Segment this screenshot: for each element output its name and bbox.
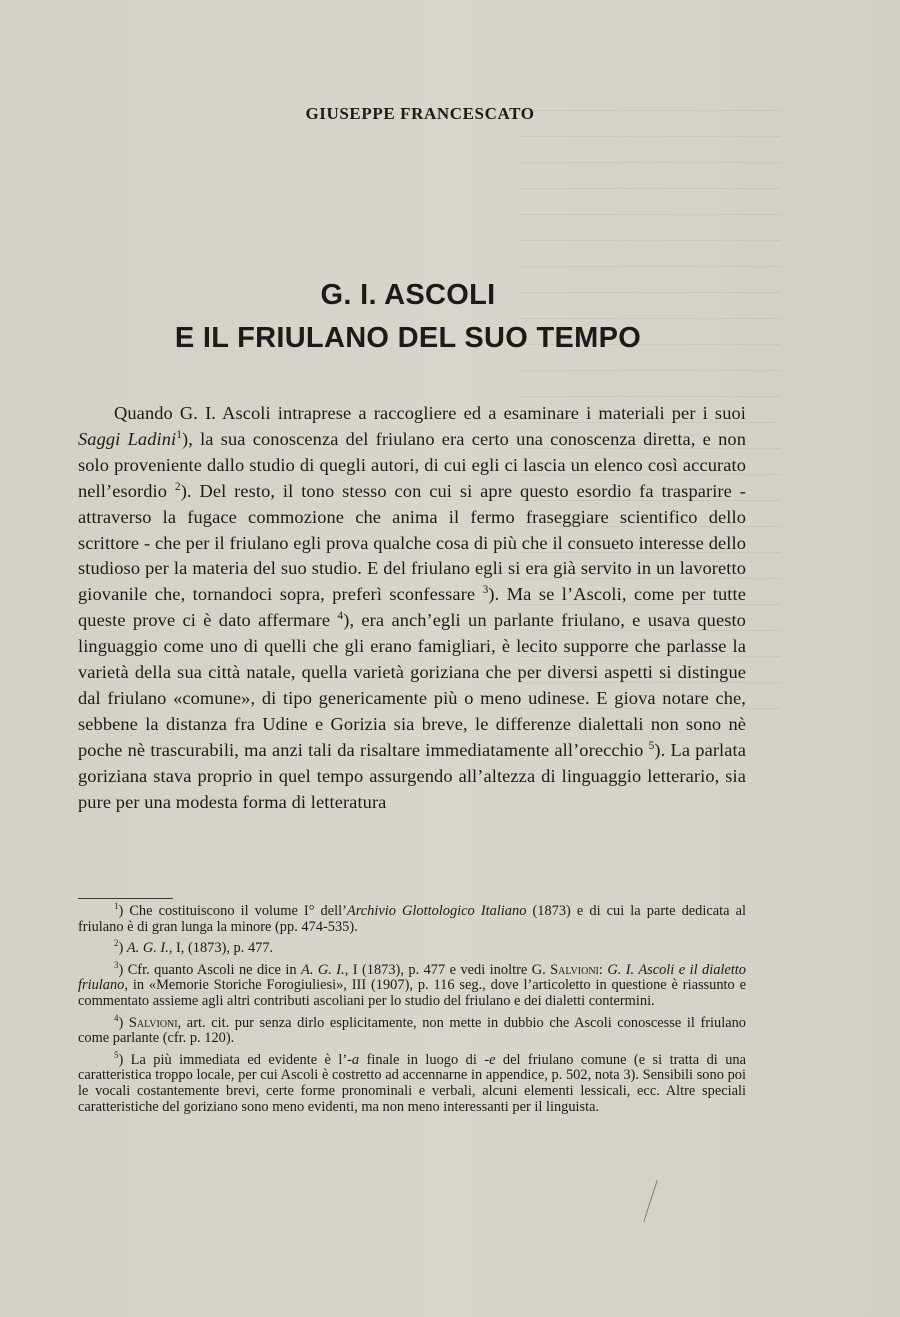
- italic-title: A. G. I.: [301, 961, 345, 978]
- text-run: , I (1873), p. 477 e vedi inoltre G.: [344, 961, 551, 978]
- text-run: ): [118, 940, 127, 957]
- footnote-number: 1: [114, 901, 119, 912]
- footnote-1: [78, 901, 746, 935]
- text-run: ). Ma se l’Ascoli, come per tutte queste prove ci è dato affermare: [78, 584, 746, 631]
- text-run: ) Cfr. quanto Ascoli ne dice in: [118, 961, 302, 978]
- text-run: , art. cit. pur senza dirlo esplicitamente, non mette in dubbio che Ascoli conoscesse il friulano come parlante (cfr. p. 120).: [78, 1014, 746, 1047]
- text-run: ): [118, 1014, 129, 1031]
- text-run: ), era anch’egli un parlante friulano, e usava questo linguaggio come uno di quelli che gli erano famigliari, è lecito supporre che parlasse la varietà della sua città natale, quella varietà goriziana che per diversi aspetti si distingue dal friulano «comune», di tipo genericamente più o meno udinese. E giova notare che, sebbene la distanza fra Udine e Gorizia sia breve, le differenze dialettali non sono nè poche nè trascurabili, ma anzi tali da risaltare immediatamente all’orecchio: [78, 610, 746, 760]
- footnote-ref: 4: [337, 610, 344, 623]
- author-name: Salvioni: [550, 961, 599, 978]
- text-run: del friulano comune (e si tratta di una caratteristica troppo locale, per cui Ascoli è costretto ad accennarne in appendice, p. 502, nota 3). Sensibili sono poi le vocali costantemente brevi, certe forme pronominali e verbali, alcuni elementi lessicali, ecc. Altre speciali caratteristiche del goriziano sono meno evidenti, ma non meno interessanti per il linguista.: [78, 1051, 746, 1115]
- article-title-line-2: E IL FRIULANO DEL SUO TEMPO: [174, 322, 642, 354]
- footnote-ref: 2: [174, 480, 181, 493]
- footnote-4: [78, 1012, 746, 1047]
- footnote-ref: 3: [482, 584, 489, 597]
- body-paragraph: [78, 401, 746, 816]
- italic-title: A. G. I.: [126, 940, 169, 957]
- text-run: (1873) e di cui la parte dedicata al friulano è di gran lunga la minore (pp. 474-535).: [78, 903, 746, 935]
- footnote-5: [78, 1049, 746, 1115]
- footnote-divider: [78, 898, 173, 899]
- footnote-number: 5: [114, 1049, 119, 1060]
- pencil-mark: [643, 1180, 672, 1222]
- text-run: Quando G. I. Ascoli intraprese a raccogliere ed a esaminare i materiali per i suoi: [114, 403, 746, 423]
- footnote-2: [78, 938, 746, 957]
- text-run: :: [598, 961, 608, 978]
- footnote-number: 3: [114, 959, 119, 970]
- footnotes: [78, 901, 746, 1121]
- italic-title: Saggi Ladini: [78, 428, 177, 449]
- italic-title: G. I. Ascoli e il dialetto friulano: [78, 961, 746, 994]
- text-run: finale in luogo di: [359, 1051, 485, 1068]
- text-run: ) La più immediata ed evidente è l’: [118, 1051, 348, 1068]
- text-run: , I, (1873), p. 477.: [168, 940, 274, 957]
- footnote-ref: 5: [648, 739, 655, 752]
- italic-title: Archivio Glottologico Italiano: [346, 903, 527, 919]
- footnote-ref: 1: [176, 428, 182, 441]
- footnote-number: 4: [114, 1012, 119, 1023]
- italic-text: -e: [484, 1051, 496, 1068]
- author-name: Salvioni: [128, 1014, 178, 1031]
- italic-text: -a: [347, 1051, 360, 1068]
- footnote-3: [78, 959, 746, 1010]
- text-run: ) Che costituiscono il volume I° dell’: [118, 903, 347, 919]
- article-title-line-1: G. I. ASCOLI: [320, 279, 496, 311]
- text-run: ). Del resto, il tono stesso con cui si apre questo esordio fa trasparire - attraverso la fugace commozione che anima il fermo fraseggiare scientifico dello scrittore - che per il friulano egli prova qualche cosa di più che il consueto interesse dello studioso per la materia del suo studio. E del friulano egli si era già servito in un lavoretto giovanile che, tornandoci sopra, preferì sconfessare: [78, 480, 746, 605]
- text-run: ), la sua conoscenza del friulano era certo una conoscenza diretta, e non solo proveniente dallo studio di quegli autori, di cui egli ci lascia un elenco così accurato nell’esordio: [78, 428, 746, 501]
- text-run: ). La parlata goriziana stava proprio in quel tempo assurgendo all’altezza di linguaggio letterario, sia pure per una modesta forma di letteratura: [78, 739, 747, 812]
- running-head: GIUSEPPE FRANCESCATO: [305, 104, 535, 123]
- text-run: , in «Memorie Storiche Forogiuliesi», III (1907), p. 116 seg., dove l’articoletto in questione è riassunto e commentato assieme agli altri contributi ascoliani per lo studio del friulano e dei dialetti contermini.: [78, 977, 746, 1009]
- footnote-number: 2: [114, 938, 119, 949]
